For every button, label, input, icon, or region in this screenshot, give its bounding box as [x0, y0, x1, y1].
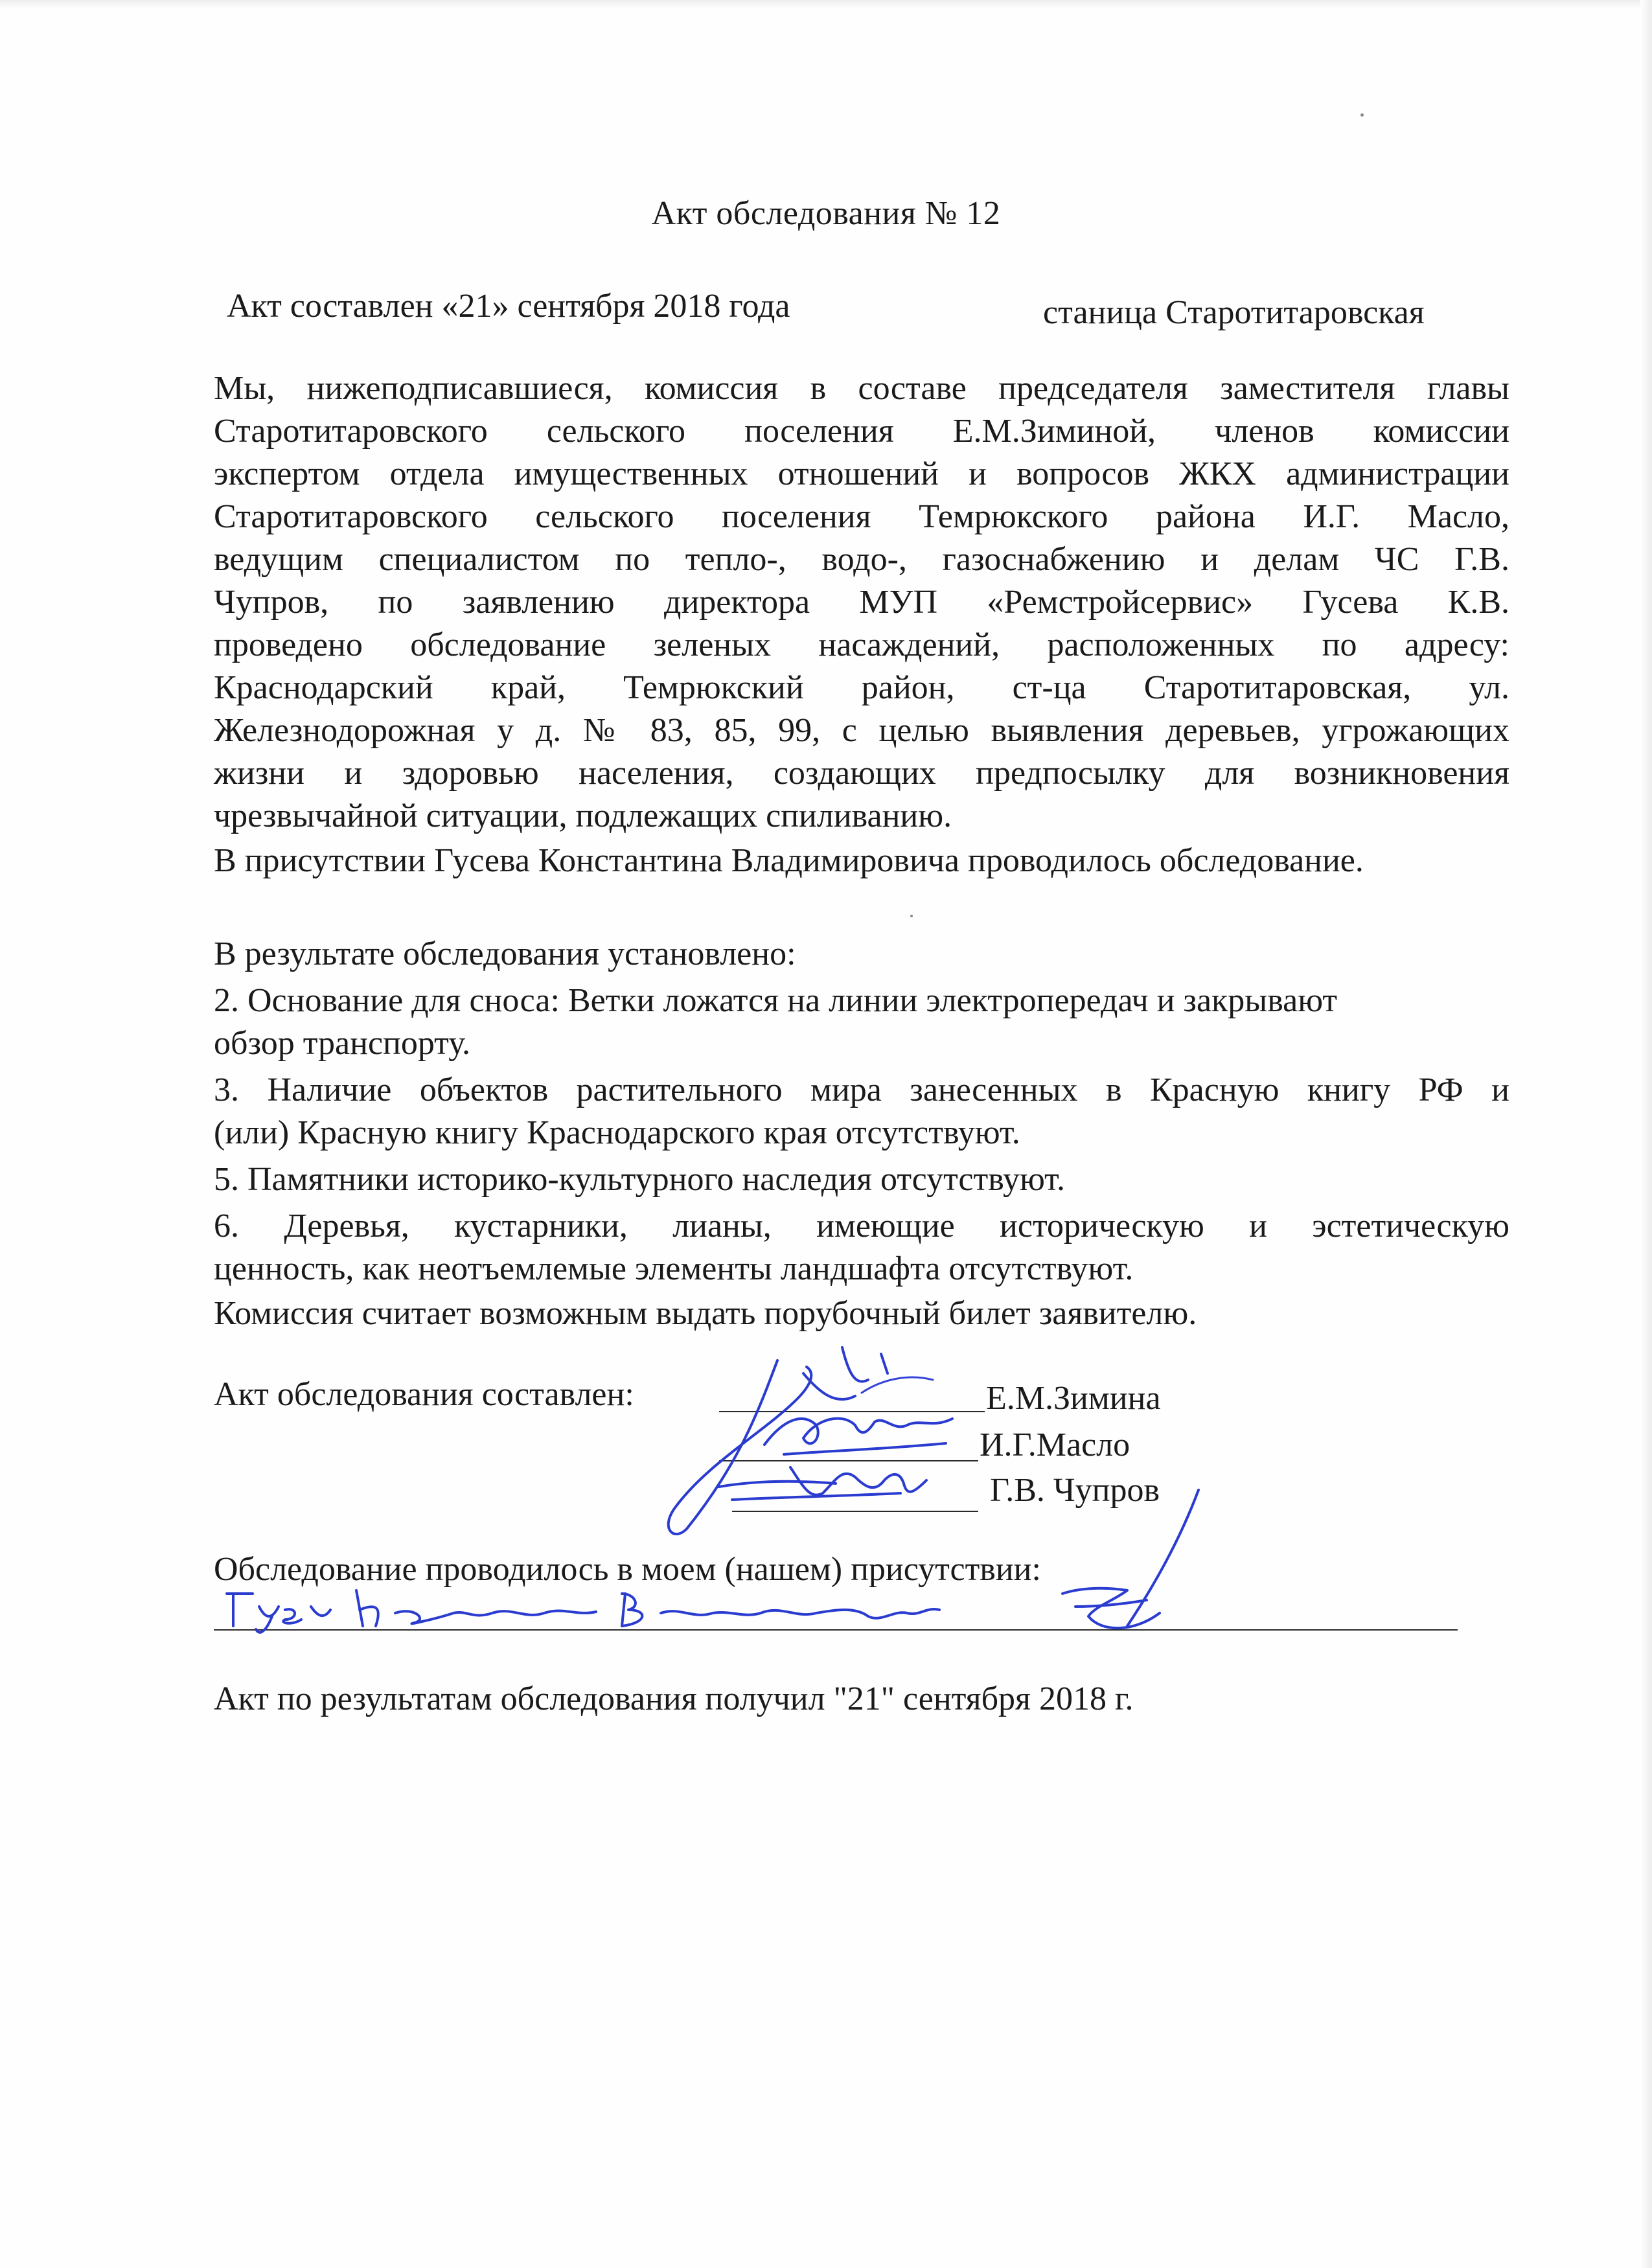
result-line: 3. Наличие объектов растительного мира занесенных в Красную книгу РФ и [214, 1071, 1509, 1108]
result-line: 2. Основание для сноса: Ветки ложатся на линии электропередач и закрывают [214, 982, 1338, 1019]
body-line: Железнодорожная у д. № 83, 85, 99, с целью выявления деревьев, угрожающих [214, 712, 1509, 749]
body-line: В присутствии Гусева Константина Владимировича проводилось обследование. [214, 842, 1364, 879]
result-line: Комиссия считает возможным выдать порубочный билет заявителю. [214, 1295, 1197, 1332]
body-line: экспертом отдела имущественных отношений и вопросов ЖКХ администрации [214, 455, 1509, 492]
body-line: Чупров, по заявлению директора МУП «Ремстройсервис» Гусева К.В. [214, 584, 1509, 621]
place-line: станица Старотитаровская [1043, 294, 1425, 331]
document-title: Акт обследования № 12 [651, 195, 1001, 232]
signatory-name: И.Г.Масло [980, 1426, 1130, 1463]
result-line: 5. Памятники историко-культурного наследия отсутствуют. [214, 1161, 1065, 1198]
signatory-name: Е.М.Зимина [986, 1380, 1161, 1417]
scan-speck [910, 915, 913, 917]
result-line: 6. Деревья, кустарники, лианы, имеющие историческую и эстетическую [214, 1208, 1509, 1244]
signature-scribble-gusev [1050, 1477, 1218, 1645]
body-line: жизни и здоровью населения, создающих предпосылку для возникновения [214, 755, 1509, 792]
result-line: (или) Красную книгу Краснодарского края отсутствуют. [214, 1114, 1020, 1151]
body-line: Старотитаровского сельского поселения Е.М.Зиминой, членов комиссии [214, 413, 1509, 450]
presence-label: Обследование проводилось в моем (нашем) присутствии: [214, 1551, 1041, 1588]
handwritten-name-scribble [220, 1581, 972, 1639]
received-line: Акт по результатам обследования получил "21" сентября 2018 г. [214, 1680, 1134, 1717]
body-line: Краснодарский край, Темрюкский район, ст-ца Старотитаровская, ул. [214, 669, 1509, 706]
scan-speck [1360, 113, 1364, 117]
body-line: ведущим специалистом по тепло-, водо-, газоснабжению и делам ЧС Г.В. [214, 541, 1509, 578]
scan-edge-top [0, 0, 1652, 9]
body-line: проведено обследование зеленых насаждений, расположенных по адресу: [214, 626, 1509, 663]
body-line: Мы, нижеподписавшиеся, комиссия в составе председателя заместителя главы [214, 370, 1509, 407]
scan-edge-right [1640, 0, 1652, 2268]
result-line: ценность, как неотъемлемые элементы ландшафта отсутствуют. [214, 1250, 1134, 1287]
signature-scribble-chuprov [706, 1441, 978, 1513]
signatory-name: Г.В. Чупров [990, 1472, 1160, 1509]
body-line: Старотитаровского сельского поселения Темрюкского района И.Г. Масло, [214, 498, 1509, 535]
date-line: Акт составлен «21» сентября 2018 года [227, 288, 790, 325]
compiled-label: Акт обследования составлен: [214, 1376, 634, 1413]
results-intro: В результате обследования установлено: [214, 935, 796, 972]
body-line: чрезвычайной ситуации, подлежащих спиливанию. [214, 797, 952, 834]
result-line: обзор транспорту. [214, 1025, 471, 1062]
